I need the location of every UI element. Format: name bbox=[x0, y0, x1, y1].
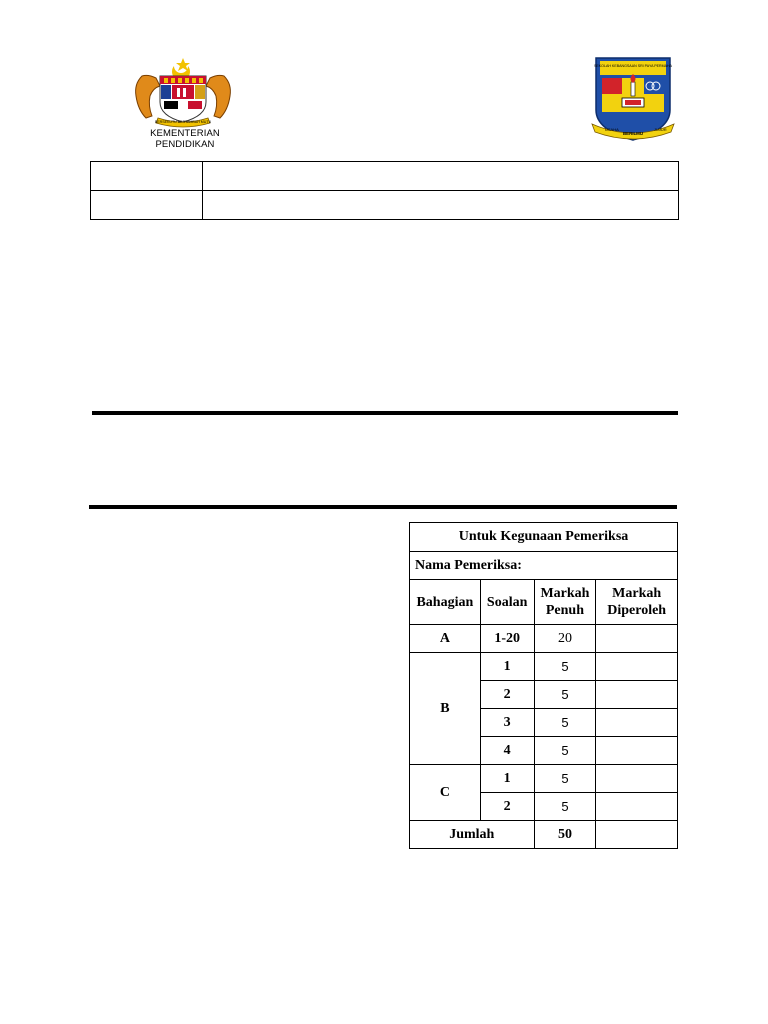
header-question: Soalan bbox=[480, 580, 534, 625]
section-cell: B bbox=[410, 653, 481, 765]
full-marks-cell: 5 bbox=[534, 793, 596, 821]
total-full-marks: 50 bbox=[534, 821, 596, 849]
full-marks-cell: 5 bbox=[534, 765, 596, 793]
table-row bbox=[410, 625, 678, 653]
obtained-marks-cell[interactable] bbox=[596, 709, 678, 737]
full-marks-cell: 5 bbox=[534, 681, 596, 709]
malaysia-coat-of-arms-icon bbox=[130, 56, 236, 128]
info-table bbox=[90, 161, 679, 220]
full-marks-cell: 5 bbox=[534, 653, 596, 681]
obtained-marks-cell[interactable] bbox=[596, 765, 678, 793]
ministry-caption: KEMENTERIAN PENDIDIKAN bbox=[150, 128, 220, 150]
header-full-marks-line2: Penuh bbox=[545, 603, 584, 618]
total-label: Jumlah bbox=[410, 821, 535, 849]
question-cell: 1 bbox=[480, 653, 534, 681]
header-obtained bbox=[596, 580, 678, 625]
info-label-cell bbox=[91, 162, 203, 191]
total-obtained[interactable] bbox=[596, 821, 678, 849]
full-marks-cell: 5 bbox=[534, 737, 596, 765]
info-row bbox=[91, 191, 679, 220]
question-cell: 2 bbox=[480, 681, 534, 709]
header-full-marks bbox=[534, 580, 596, 625]
full-marks-cell: 5 bbox=[534, 709, 596, 737]
school-crest-icon bbox=[588, 54, 678, 146]
header-obtained-line1: Markah bbox=[612, 586, 662, 601]
obtained-marks-cell[interactable] bbox=[596, 793, 678, 821]
examiner-marks-table bbox=[409, 522, 678, 849]
info-row bbox=[91, 162, 679, 191]
question-cell: 2 bbox=[480, 793, 534, 821]
svg-text:USAHA: USAHA bbox=[605, 127, 619, 132]
examiner-name-label: Nama Pemeriksa: bbox=[410, 552, 678, 580]
question-cell: 3 bbox=[480, 709, 534, 737]
full-marks-cell: 20 bbox=[534, 625, 596, 653]
section-cell: A bbox=[410, 625, 481, 653]
obtained-marks-cell[interactable] bbox=[596, 625, 678, 653]
top-divider bbox=[92, 411, 678, 415]
total-row bbox=[410, 821, 678, 849]
svg-text:SEKOLAH KEBANGSAAN SRI PAYA PE: SEKOLAH KEBANGSAAN SRI PAYA PERMAHA bbox=[593, 64, 673, 68]
section-cell: C bbox=[410, 765, 481, 821]
obtained-marks-cell[interactable] bbox=[596, 653, 678, 681]
svg-text:BERILMU: BERILMU bbox=[622, 131, 644, 136]
svg-text:JUJUR: JUJUR bbox=[654, 127, 667, 132]
question-cell: 4 bbox=[480, 737, 534, 765]
info-label-cell bbox=[91, 191, 203, 220]
obtained-marks-cell[interactable] bbox=[596, 737, 678, 765]
header-obtained-line2: Diperoleh bbox=[607, 603, 667, 618]
question-cell: 1-20 bbox=[480, 625, 534, 653]
header-section: Bahagian bbox=[410, 580, 481, 625]
info-value-cell[interactable] bbox=[203, 162, 679, 191]
info-value-cell[interactable] bbox=[203, 191, 679, 220]
question-cell: 1 bbox=[480, 765, 534, 793]
obtained-marks-cell[interactable] bbox=[596, 681, 678, 709]
table-row bbox=[410, 765, 678, 793]
school-logo bbox=[588, 54, 678, 146]
svg-text:BERSEKUTU BERTAMBAH MUTU: BERSEKUTU BERTAMBAH MUTU bbox=[154, 120, 212, 124]
header-full-marks-line1: Markah bbox=[540, 586, 590, 601]
examiner-table-title: Untuk Kegunaan Pemeriksa bbox=[410, 523, 678, 552]
bottom-divider bbox=[89, 505, 677, 509]
table-row bbox=[410, 653, 678, 681]
